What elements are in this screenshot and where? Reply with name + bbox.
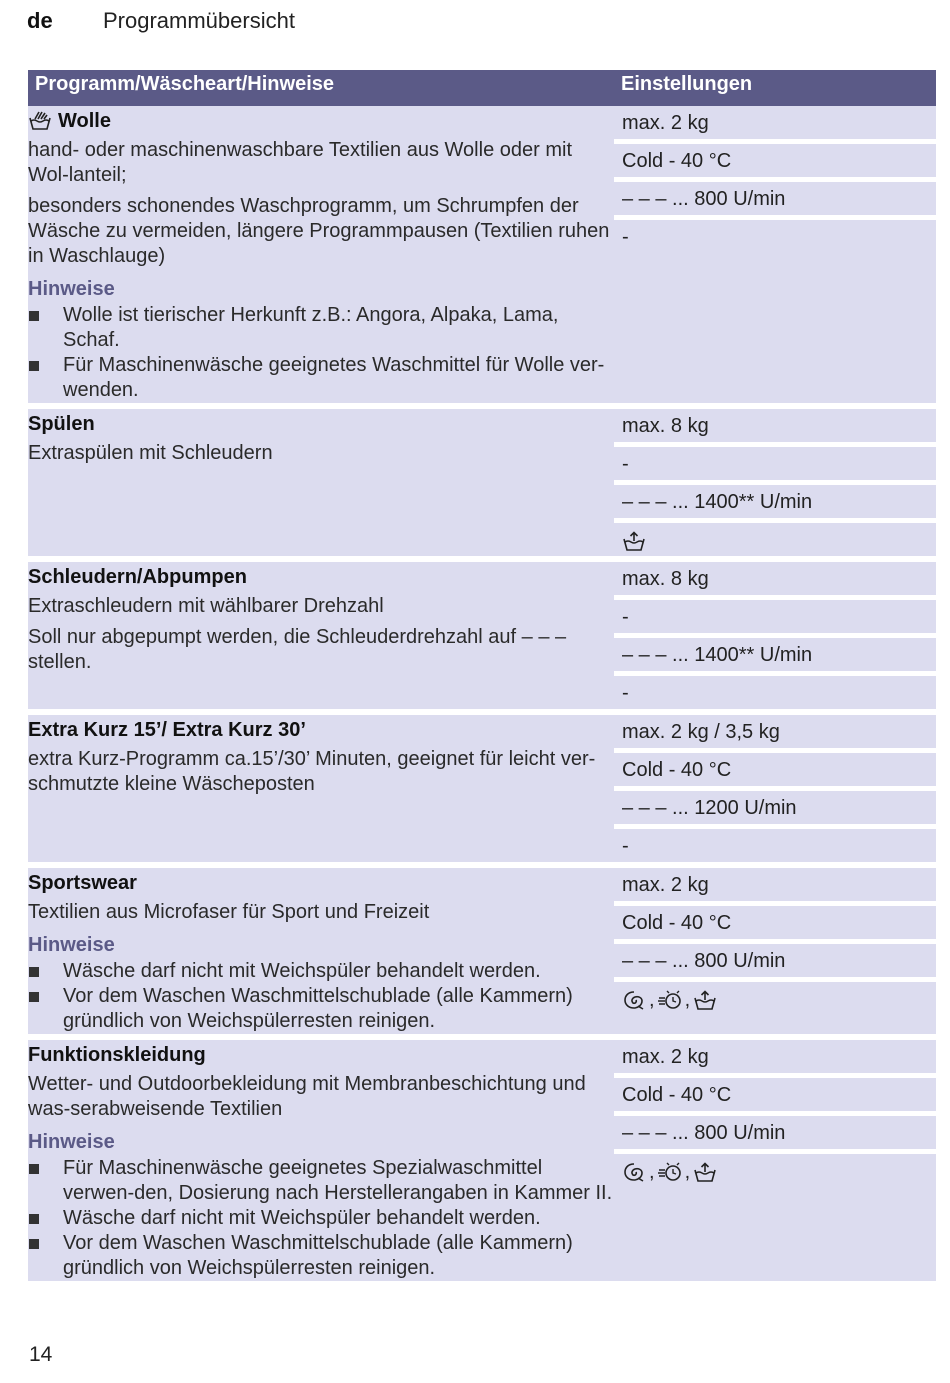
setting-temperature: Cold - 40 °C — [614, 1078, 936, 1116]
program-title-extra-kurz: Extra Kurz 15’/ Extra Kurz 30’ — [28, 719, 306, 741]
note-item: Wäsche darf nicht mit Weichspüler behandelt werden. — [28, 1206, 614, 1231]
handwash-icon — [28, 110, 52, 132]
program-row-wolle — [28, 106, 936, 406]
bullet-icon — [29, 311, 39, 321]
rinse-stop-icon — [693, 989, 717, 1011]
setting-temperature: - — [614, 600, 936, 638]
note-item: Vor dem Waschen Waschmittelschublade (alle Kammern) gründlich von Weichspülerresten reinigen. — [28, 1231, 614, 1281]
speed-icon — [658, 989, 682, 1011]
program-title-sportswear: Sportswear — [28, 872, 137, 894]
setting-options: - — [622, 226, 629, 248]
bullet-icon — [29, 1164, 39, 1174]
note-item: Wäsche darf nicht mit Weichspüler behandelt werden. — [28, 959, 614, 984]
language-code: de — [27, 8, 53, 33]
setting-spin: – – – ... 800 U/min — [614, 182, 936, 220]
bullet-icon — [29, 361, 39, 371]
setting-temperature: Cold - 40 °C — [614, 144, 936, 182]
program-row-schleudern — [28, 559, 936, 712]
program-table — [28, 70, 936, 1287]
note-item: Für Maschinenwäsche geeignetes Waschmittel für Wolle ver-wenden. — [28, 353, 614, 403]
hinweise-heading: Hinweise — [28, 934, 115, 956]
rinse-stop-icon — [693, 1161, 717, 1183]
program-row-funktionskleidung — [28, 1037, 936, 1284]
setting-options — [614, 1154, 936, 1187]
setting-load: max. 2 kg / 3,5 kg — [614, 715, 936, 753]
bullet-icon — [29, 967, 39, 977]
program-description: extra Kurz-Programm ca.15’/30’ Minuten, geeignet für leicht ver-schmutzte kleine Wäscheposten — [28, 748, 596, 795]
setting-options: - — [622, 835, 629, 857]
program-title-spuelen: Spülen — [28, 413, 95, 435]
note-item: Für Maschinenwäsche geeignetes Spezialwaschmittel verwen-den, Dosierung nach Herstellerangaben in Kammer II. — [28, 1156, 614, 1206]
setting-spin: – – – ... 1200 U/min — [614, 791, 936, 829]
setting-temperature: Cold - 40 °C — [614, 906, 936, 944]
program-description: Soll nur abgepumpt werden, die Schleuderdrehzahl auf – – – stellen. — [28, 626, 567, 673]
setting-options — [614, 523, 936, 556]
program-row-spuelen — [28, 406, 936, 559]
stain-icon — [622, 989, 646, 1011]
column-header-program: Programm/Wäscheart/Hinweise — [28, 70, 614, 106]
program-description: Extraschleudern mit wählbarer Drehzahl — [28, 595, 384, 617]
setting-load: max. 2 kg — [614, 1040, 936, 1078]
program-title-funktionskleidung: Funktionskleidung — [28, 1044, 206, 1066]
setting-options — [614, 982, 936, 1015]
table-header-row — [28, 70, 936, 106]
rinse-stop-icon — [622, 530, 646, 552]
setting-spin: – – – ... 1400** U/min — [614, 485, 936, 523]
program-description: Textilien aus Microfaser für Sport und Freizeit — [28, 901, 430, 923]
setting-options: - — [622, 682, 629, 704]
note-item: Wolle ist tierischer Herkunft z.B.: Angora, Alpaka, Lama, Schaf. — [28, 303, 614, 353]
page-number: 14 — [29, 1343, 53, 1366]
hinweise-heading: Hinweise — [28, 1131, 115, 1153]
option-separator: , — [649, 1160, 655, 1183]
bullet-icon — [29, 1239, 39, 1249]
stain-icon — [622, 1161, 646, 1183]
program-title-wolle: Wolle — [28, 106, 614, 136]
setting-spin: – – – ... 800 U/min — [614, 944, 936, 982]
option-separator: , — [684, 1160, 691, 1183]
setting-load: max. 8 kg — [614, 562, 936, 600]
column-header-settings: Einstellungen — [614, 70, 936, 106]
program-row-sportswear — [28, 865, 936, 1037]
program-title-schleudern: Schleudern/Abpumpen — [28, 566, 247, 588]
page-title: Programmübersicht — [103, 8, 295, 33]
program-description: besonders schonendes Waschprogramm, um Schrumpfen der Wäsche zu vermeiden, längere Programmpausen (Textilien ruhen in Waschlauge) — [28, 195, 610, 267]
program-description: Wetter- und Outdoorbekleidung mit Membranbeschichtung und was-serabweisende Textilien — [28, 1073, 586, 1120]
setting-load: max. 2 kg — [614, 868, 936, 906]
bullet-icon — [29, 992, 39, 1002]
option-separator: , — [649, 988, 655, 1011]
setting-load: max. 8 kg — [614, 409, 936, 447]
setting-load: max. 2 kg — [614, 106, 936, 144]
note-item: Vor dem Waschen Waschmittelschublade (alle Kammern) gründlich von Weichspülerresten reinigen. — [28, 984, 614, 1034]
setting-spin: – – – ... 800 U/min — [614, 1116, 936, 1154]
bullet-icon — [29, 1214, 39, 1224]
speed-icon — [658, 1161, 682, 1183]
program-row-extra-kurz — [28, 712, 936, 865]
option-separator: , — [684, 988, 691, 1011]
setting-temperature: Cold - 40 °C — [614, 753, 936, 791]
setting-temperature: - — [614, 447, 936, 485]
setting-spin: – – – ... 1400** U/min — [614, 638, 936, 676]
program-description: Extraspülen mit Schleudern — [28, 442, 273, 464]
program-description: hand- oder maschinenwaschbare Textilien aus Wolle oder mit Wol-lanteil; — [28, 139, 572, 186]
hinweise-heading: Hinweise — [28, 278, 115, 300]
